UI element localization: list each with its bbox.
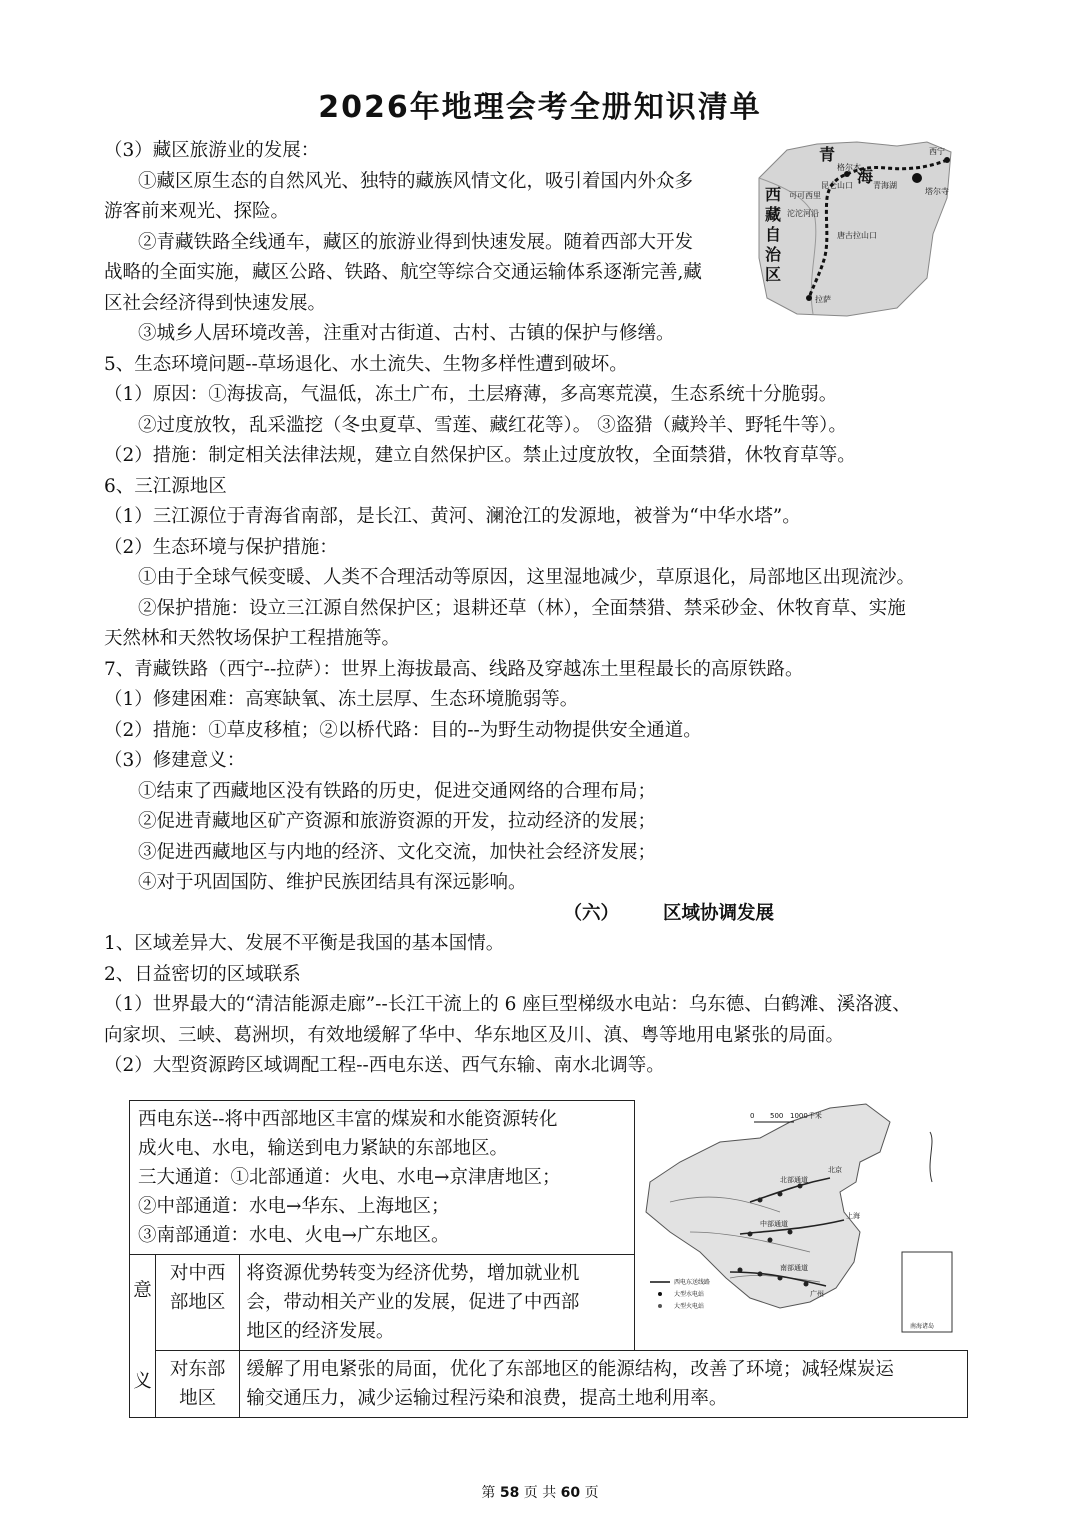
scale-label: 500: [770, 1112, 784, 1120]
map-label: 治: [765, 245, 782, 264]
text-line: （1）三江源位于青海省南部，是长江、黄河、澜沧江的发源地，被誉为“中华水塔”。: [104, 506, 801, 527]
side-label: 义: [133, 1371, 152, 1392]
text-line: （2）大型资源跨区域调配工程--西电东送、西气东输、南水北调等。: [104, 1055, 665, 1076]
scale-label: 0: [750, 1112, 755, 1120]
text-line: 战略的全面实施，藏区公路、铁路、航空等综合交通运输体系逐渐完善,藏: [104, 262, 702, 283]
row-text-east: [240, 1351, 967, 1418]
map-label: 北部通道: [780, 1176, 808, 1184]
table-line: 西电东送--将中西部地区丰富的煤炭和水能资源转化: [138, 1109, 558, 1130]
head-line: 对东部: [169, 1359, 226, 1380]
text-line: （2）生态环境与保护措施：: [104, 536, 338, 558]
text-line: （1）世界最大的“清洁能源走廊”--长江干流上的 6 座巨型梯级水电站：乌东德、白鹤滩、溪洛渡、: [104, 994, 911, 1015]
legend-label: 大型水电站: [674, 1291, 705, 1298]
text-line: （3）藏区旅游业的发展：: [104, 140, 320, 161]
text-line: （1）原因：①海拔高，气温低，冻土广布，土层瘠薄，多高寒荒漠，生态系统十分脆弱。: [104, 384, 838, 405]
map-label: 西宁: [929, 147, 945, 156]
map-label: 南部通道: [780, 1264, 808, 1272]
head-line: 部地区: [169, 1292, 226, 1313]
scale-label: 1000千米: [790, 1112, 822, 1120]
legend-label: 大型火电站: [674, 1303, 705, 1310]
text-line: 7、青藏铁路（西宁--拉萨）：世界上海拔最高、线路及穿越冻土里程最长的高原铁路。: [104, 658, 804, 680]
map-label: 西: [765, 185, 782, 204]
section-heading: [104, 899, 974, 930]
table-line: 缓解了用电紧张的局面，优化了东部地区的能源结构，改善了环境；减轻煤炭运: [246, 1359, 894, 1380]
map-label: 自: [765, 225, 782, 244]
text-line: ②促进青藏地区矿产资源和旅游资源的开发，拉动经济的发展；: [138, 811, 657, 832]
text-line: 5、生态环境问题--草场退化、水土流失、生物多样性遭到破坏。: [104, 353, 628, 375]
footer-prefix: 第: [481, 1485, 496, 1501]
text-line: （1）修建困难：高寒缺氧、冻土层厚、生态环境脆弱等。: [104, 689, 579, 710]
text-line: 1、区域差异大、发展不平衡是我国的基本国情。: [104, 933, 505, 954]
table-line: 成火电、水电，输送到电力紧缺的东部地区。: [138, 1138, 509, 1159]
table-line: ②中部通道：水电→华东、上海地区；: [138, 1196, 450, 1217]
map-label: 中部通道: [760, 1220, 788, 1228]
china-outline: [646, 1104, 890, 1308]
page-title: 2026年地理会考全册知识清单: [318, 90, 762, 125]
map-label: 沱沱河沿: [787, 209, 819, 218]
text-line: ③城乡人居环境改善，注重对古街道、古村、古镇的保护与修缮。: [138, 323, 675, 344]
map-label: 塔尔寺: [925, 187, 949, 196]
text-line: 区社会经济得到快速发展。: [104, 292, 327, 314]
china-power-transmission-map: [630, 1102, 958, 1350]
map-label: 广州: [810, 1290, 824, 1298]
text-line: 6、三江源地区: [104, 475, 227, 497]
page-number: 58: [499, 1485, 520, 1501]
footer-suffix: 页: [584, 1485, 599, 1501]
table-line: 地区的经济发展。: [246, 1321, 395, 1342]
table-line: 输交通压力，减少运输过程污染和浪费，提高土地利用率。: [246, 1388, 728, 1409]
page-footer: [0, 1482, 1080, 1502]
qinghai-tibet-railway-map: [757, 138, 953, 320]
text-line: 2、日益密切的区域联系: [104, 963, 301, 985]
map-label: 拉萨: [815, 295, 831, 304]
text-line: （3）修建意义：: [104, 750, 246, 771]
page-total: 60: [560, 1485, 581, 1501]
table-line: 三大通道：①北部通道：火电、水电→京津唐地区；: [138, 1167, 561, 1188]
row-text-central-west: [240, 1255, 635, 1351]
map-label: 可可西里: [789, 191, 821, 200]
text-line: ②过度放牧，乱采滥挖（冬虫夏草、雪莲、藏红花等）。 ③盗猎（藏羚羊、野牦牛等）。: [138, 414, 847, 436]
text-line: ①由于全球气候变暖、人类不合理活动等原因，这里湿地减少，草原退化，局部地区出现流沙。: [138, 567, 916, 588]
row-head-central-west: [156, 1255, 240, 1351]
text-line: 游客前来观光、探险。: [104, 201, 290, 222]
text-line: ②青藏铁路全线通车，藏区的旅游业得到快速发展。随着西部大开发: [138, 231, 694, 253]
text-line: 向家坝、三峡、葛洲坝，有效地缓解了华中、华东地区及川、滇、粤等地用电紧张的局面。: [104, 1024, 845, 1046]
text-line: ①藏区原生态的自然风光、独特的藏族风情文化，吸引着国内外众多: [138, 170, 694, 192]
text-line: ①结束了西藏地区没有铁路的历史，促进交通网络的合理布局；: [138, 780, 657, 802]
text-line: ④对于巩固国防、维护民族团结具有深远影响。: [138, 872, 527, 893]
map-label: 青: [819, 145, 836, 164]
map-label: 昆仑山口: [821, 181, 853, 190]
table-intro-cell: [130, 1101, 635, 1255]
map-label: 唐古拉山口: [837, 231, 877, 240]
section-name: 区域协调发展: [662, 902, 774, 924]
table-line: 会，带动相关产业的发展，促进了中西部: [246, 1292, 580, 1313]
text-line: （2）措施：①草皮移植；②以桥代路：目的--为野生动物提供安全通道。: [104, 719, 702, 741]
map-label: 上海: [846, 1212, 860, 1220]
inset-label: 南海诸岛: [910, 1323, 935, 1330]
map-label: 藏: [765, 205, 782, 224]
head-line: 对中西: [169, 1263, 226, 1284]
footer-middle: 页 共: [523, 1485, 557, 1501]
text-line: ②保护措施：设立三江源自然保护区；退耕还草（林），全面禁猎、禁采砂金、休牧育草、实施: [138, 597, 906, 619]
side-label: 意: [133, 1280, 152, 1301]
significance-cell: [130, 1255, 156, 1418]
south-china-sea-inset: [902, 1252, 952, 1332]
text-line: ③促进西藏地区与内地的经济、文化交流，加快社会经济发展；: [138, 841, 657, 863]
map-label: 北京: [828, 1166, 842, 1174]
map-label: 区: [765, 265, 782, 284]
text-line: 天然林和天然牧场保护工程措施等。: [104, 628, 401, 649]
table-line: ③南部通道：水电、火电→广东地区。: [138, 1225, 450, 1246]
table-line: 将资源优势转变为经济优势，增加就业机: [246, 1263, 580, 1284]
legend-label: 西电东送线路: [674, 1279, 711, 1286]
text-line: （2）措施：制定相关法律法规，建立自然保护区。禁止过度放牧，全面禁猎，休牧育草等。: [104, 445, 856, 466]
map-label: 海: [857, 167, 874, 186]
row-head-east: [156, 1351, 240, 1418]
map-label: 格尔木: [837, 163, 861, 172]
head-line: 地区: [179, 1388, 217, 1409]
map-label: 青海湖: [873, 181, 897, 190]
section-number: （六）: [563, 902, 619, 924]
